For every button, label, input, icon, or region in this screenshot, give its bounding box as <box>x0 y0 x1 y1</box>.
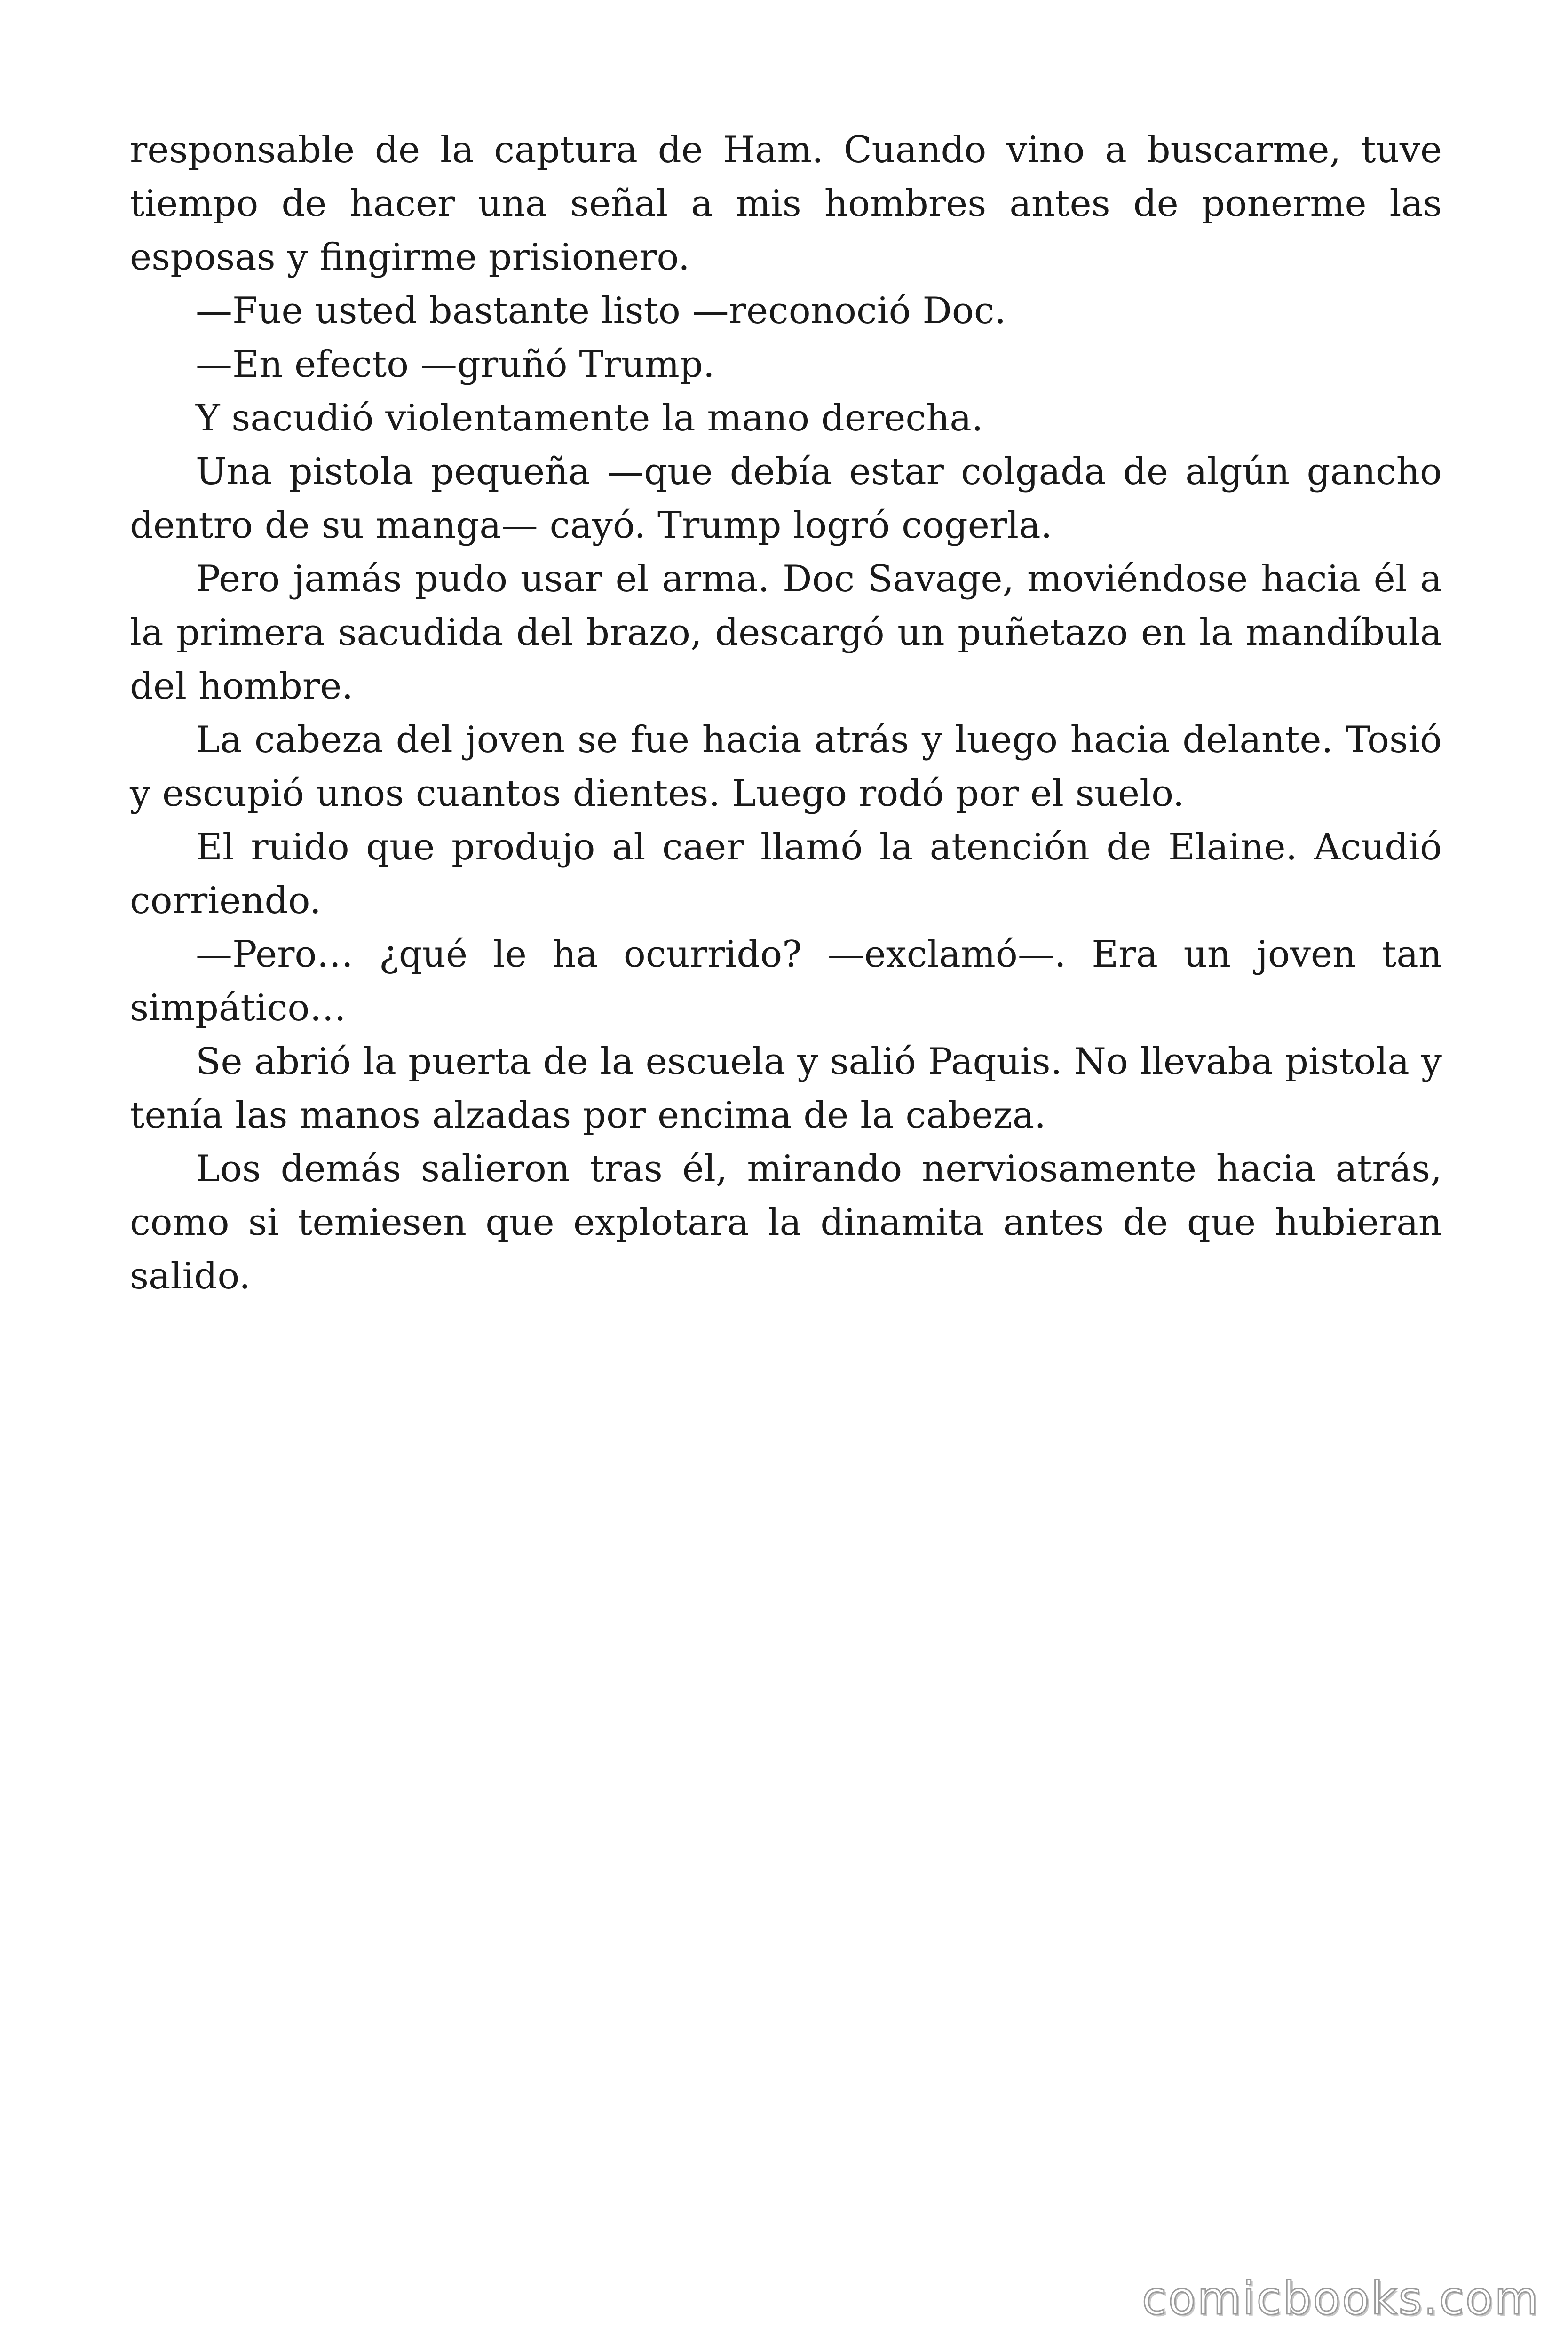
paragraph: Los demás salieron tras él, mirando nerviosamente hacia atrás, como si temiesen que explotara la dinamita antes de que hubieran salido. <box>130 1148 1442 1297</box>
paragraph: Se abrió la puerta de la escuela y salió Paquis. No llevaba pistola y tenía las manos alzadas por encima de la cabeza. <box>130 1041 1442 1136</box>
paragraph: La cabeza del joven se fue hacia atrás y luego hacia delante. Tosió y escupió unos cuantos dientes. Luego rodó por el suelo. <box>130 719 1442 815</box>
watermark-logo: comicbooks.com <box>1141 2272 1540 2325</box>
paragraph: —Fue usted bastante listo —reconoció Doc. <box>196 290 1006 332</box>
paragraph: El ruido que produjo al caer llamó la atención de Elaine. Acudió corriendo. <box>130 826 1442 922</box>
paragraph: Y sacudió violentamente la mano derecha. <box>196 397 983 439</box>
paragraph: responsable de la captura de Ham. Cuando vino a buscarme, tuve tiempo de hacer una señal a mis hombres antes de ponerme las esposas y fingirme prisionero. <box>130 129 1442 278</box>
paragraph: Una pistola pequeña —que debía estar colgada de algún gancho dentro de su manga— cayó. Trump logró cogerla. <box>130 451 1442 547</box>
paragraph: Pero jamás pudo usar el arma. Doc Savage, moviéndose hacia él a la primera sacudida del brazo, descargó un puñetazo en la mandíbula del hombre. <box>130 558 1442 707</box>
body-text <box>130 123 1442 1303</box>
paragraph: —En efecto —gruñó Trump. <box>196 343 715 386</box>
paragraph: —Pero… ¿qué le ha ocurrido? —exclamó—. Era un joven tan simpático… <box>130 933 1442 1029</box>
